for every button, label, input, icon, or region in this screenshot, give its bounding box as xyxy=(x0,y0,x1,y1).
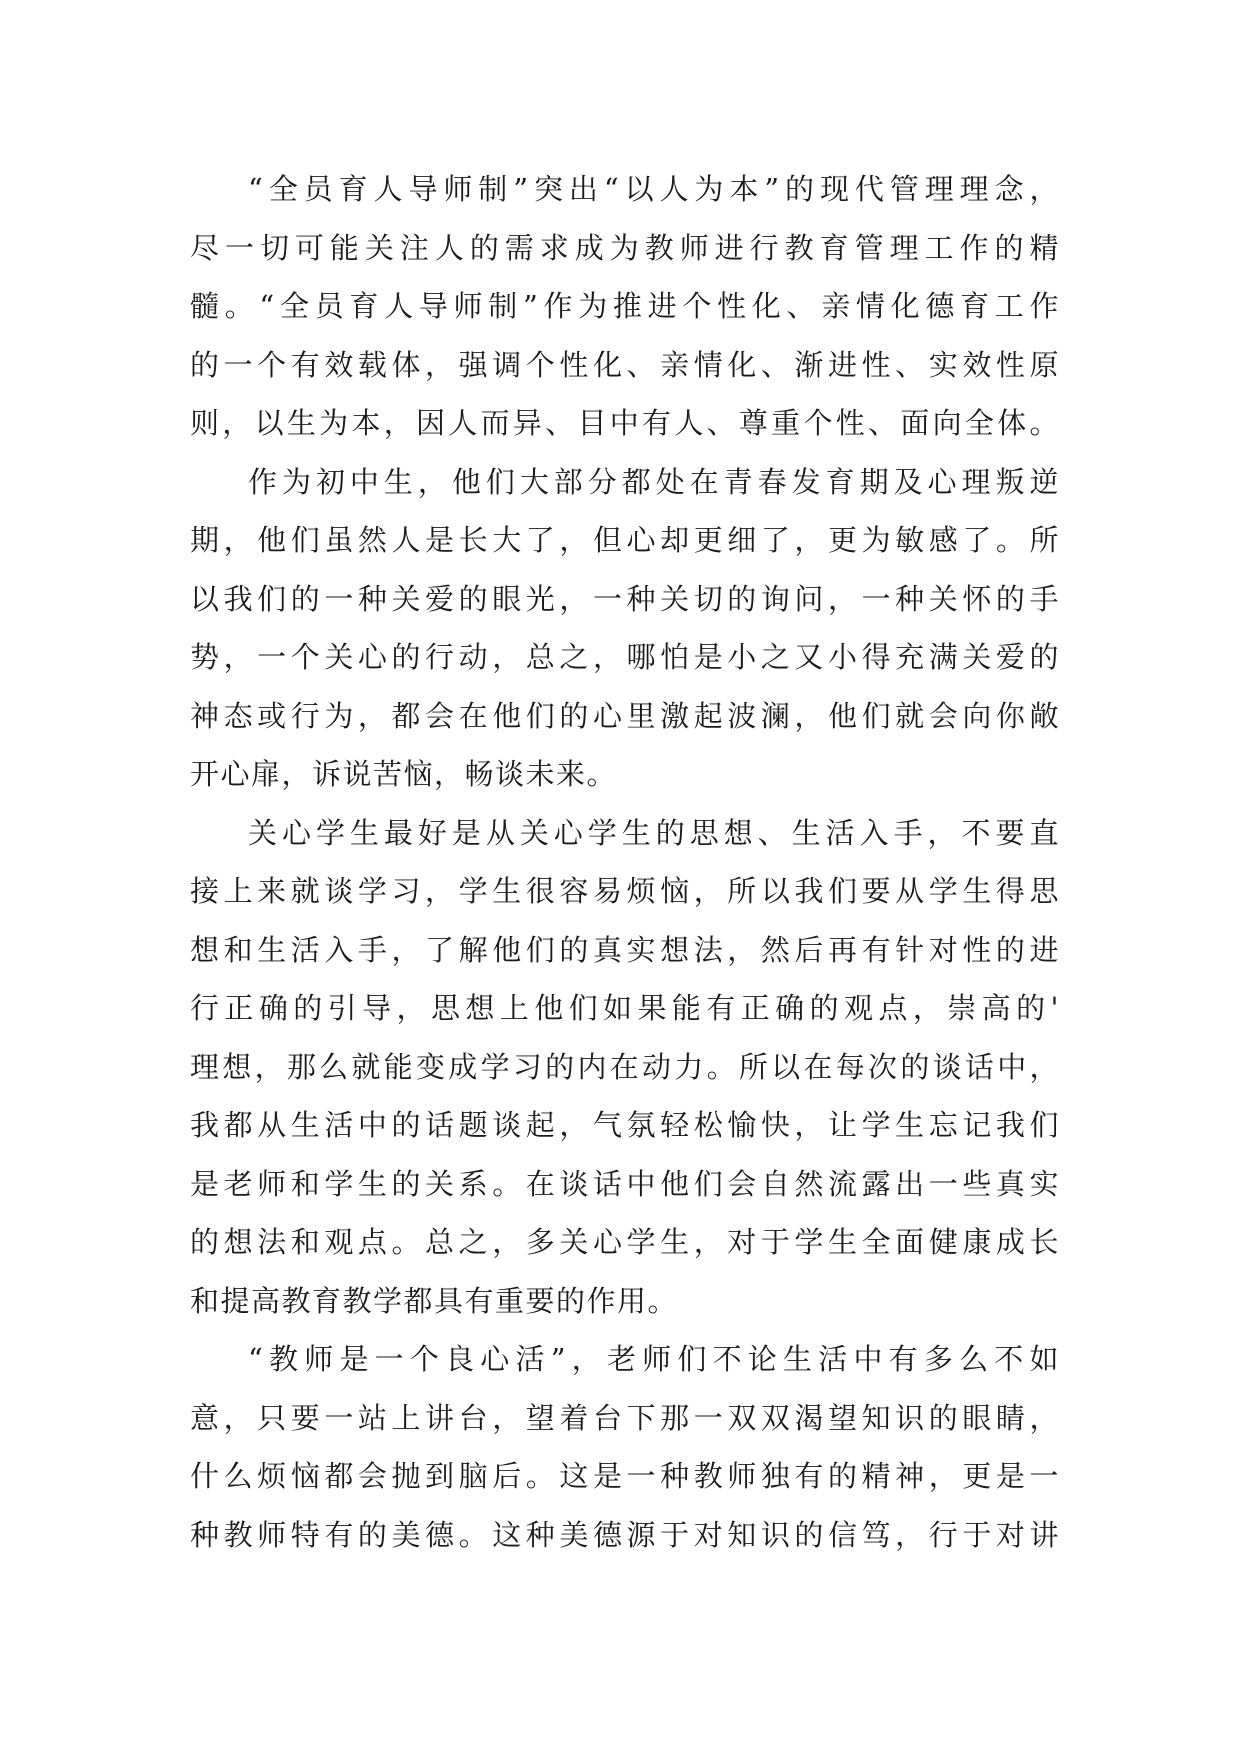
paragraph-4 xyxy=(190,1330,1060,1564)
text-line: 种教师特有的美德。这种美德源于对知识的信笃，行于对讲 xyxy=(190,1517,1060,1552)
text-line: 势，一个关心的行动，总之，哪怕是小之又小得充满关爱的 xyxy=(190,640,1060,674)
text-line: 的想法和观点。总之，多关心学生，对于学生全面健康成长 xyxy=(190,1225,1060,1259)
paragraph-2 xyxy=(190,453,1060,804)
text-line: 和提高教育教学都具有重要的作用。 xyxy=(190,1283,679,1318)
text-line: 关心学生最好是从关心学生的思想、生活入手，不要直 xyxy=(248,815,1060,850)
text-line: 开心扉，诉说苦恼，畅谈未来。 xyxy=(190,757,618,791)
text-line: 期，他们虽然人是长大了，但心却更细了，更为敏感了。所 xyxy=(190,523,1060,557)
text-line: 尽一切可能关注人的需求成为教师进行教育管理工作的精 xyxy=(190,230,1060,265)
text-line: “教师是一个良心活”，老师们不论生活中有多么不如 xyxy=(248,1342,1060,1376)
body-text xyxy=(190,160,1060,1564)
text-line: 什么烦恼都会抛到脑后。这是一种教师独有的精神，更是一 xyxy=(190,1459,1060,1493)
text-line: 是老师和学生的关系。在谈话中他们会自然流露出一些真实 xyxy=(190,1166,1060,1201)
text-line: “全员育人导师制”突出“以人为本”的现代管理理念， xyxy=(248,172,1060,206)
text-line: 想和生活入手，了解他们的真实想法，然后再有针对性的进 xyxy=(190,932,1060,967)
text-line: 神态或行为，都会在他们的心里激起波澜，他们就会向你敞 xyxy=(190,698,1060,733)
text-line: 接上来就谈学习，学生很容易烦恼，所以我们要从学生得思 xyxy=(190,874,1060,908)
paragraph-1 xyxy=(190,160,1060,453)
text-line: 的一个有效载体，强调个性化、亲情化、渐进性、实效性原 xyxy=(190,347,1060,382)
text-line: 作为初中生，他们大部分都处在青春发育期及心理叛逆 xyxy=(248,464,1060,499)
paragraph-3 xyxy=(190,804,1060,1331)
text-line: 髓。“全员育人导师制”作为推进个性化、亲情化德育工作 xyxy=(190,289,1060,323)
text-line: 行正确的引导，思想上他们如果能有正确的观点，崇高的' xyxy=(190,991,1060,1025)
text-line: 理想，那么就能变成学习的内在动力。所以在每次的谈话中， xyxy=(190,1049,1060,1084)
text-line: 我都从生活中的话题谈起，气氛轻松愉快，让学生忘记我们 xyxy=(190,1108,1060,1142)
text-line: 则，以生为本，因人而异、目中有人、尊重个性、面向全体。 xyxy=(190,406,1060,440)
text-line: 以我们的一种关爱的眼光，一种关切的询问，一种关怀的手 xyxy=(190,581,1060,616)
text-line: 意，只要一站上讲台，望着台下那一双双渴望知识的眼睛， xyxy=(190,1400,1060,1435)
